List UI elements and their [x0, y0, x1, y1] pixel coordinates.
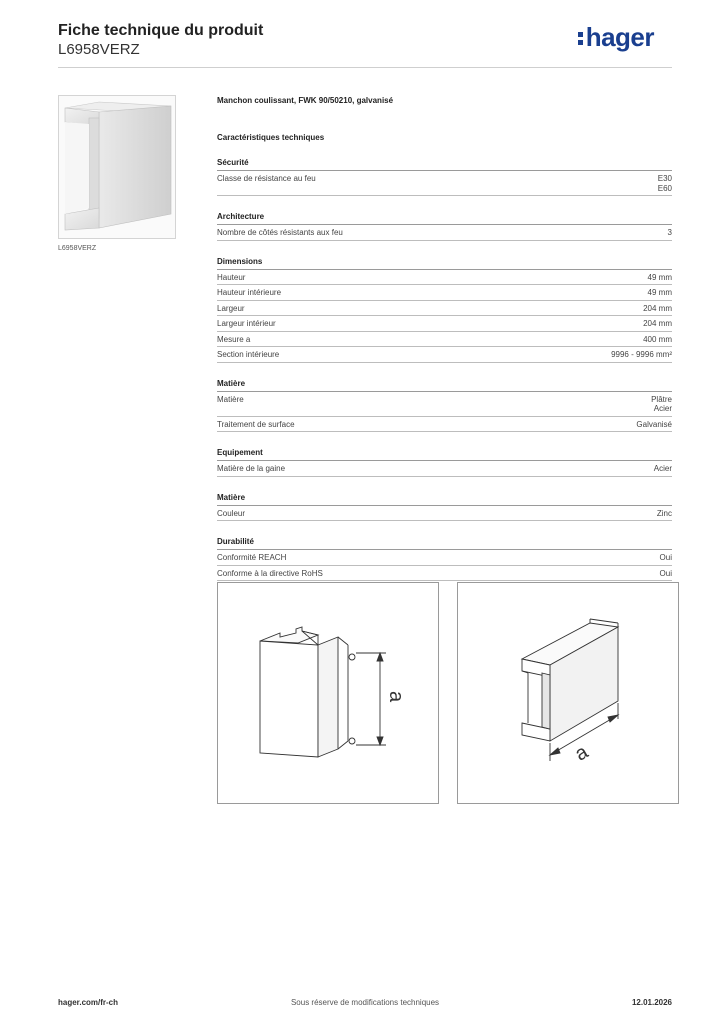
spec-row	[217, 225, 672, 241]
spec-value	[643, 335, 672, 345]
spec-row	[217, 171, 672, 196]
spec-value-line: 400 mm	[643, 334, 672, 344]
spec-row	[217, 417, 672, 433]
spec-label: Matière de la gaine	[217, 464, 286, 473]
spec-value-line: Zinc	[656, 508, 672, 518]
spec-value-line: 49 mm	[647, 272, 672, 282]
illustration-iso-view	[457, 582, 679, 804]
dimension-a-label-front: a	[385, 691, 407, 703]
product-code: L6958VERZ	[58, 41, 140, 58]
spec-value	[643, 319, 672, 329]
spec-label: Largeur intérieur	[217, 319, 276, 328]
spec-groups	[217, 158, 672, 581]
spec-value-line: 204 mm	[643, 303, 672, 313]
spec-value	[636, 420, 672, 430]
spec-label: Nombre de côtés résistants aux feu	[217, 228, 343, 237]
dimension-a-label-iso: a	[571, 740, 592, 766]
spec-value-line: Galvanisé	[636, 419, 672, 429]
spec-group	[217, 379, 672, 433]
page-title: Fiche technique du produit	[58, 22, 264, 39]
spec-value	[654, 464, 672, 474]
spec-group-title: Durabilité	[217, 537, 672, 550]
spec-value	[657, 509, 672, 519]
spec-value-line: 204 mm	[643, 319, 672, 328]
illustration-front-view	[217, 582, 439, 804]
spec-value	[643, 304, 672, 314]
sleeve-iso-drawing-icon	[458, 583, 678, 803]
spec-value-line: Acier	[653, 464, 672, 473]
spec-label: Hauteur	[217, 272, 246, 282]
footer-url: hager.com/fr-ch	[58, 998, 119, 1007]
product-photo-icon	[59, 96, 175, 238]
logo-dots-icon	[578, 27, 584, 47]
spec-value	[651, 395, 672, 414]
spec-row	[217, 506, 672, 522]
spec-group	[217, 537, 672, 581]
spec-label: Matière	[217, 394, 244, 404]
spec-value-line: Acier	[653, 404, 672, 413]
spec-group-title: Sécurité	[217, 158, 672, 171]
spec-value-line: E30	[657, 174, 672, 183]
tech-characteristics-heading: Caractéristiques techniques	[217, 133, 325, 142]
spec-row	[217, 285, 672, 301]
spec-group-title: Dimensions	[217, 257, 672, 270]
page-header	[58, 22, 672, 68]
spec-row	[217, 347, 672, 363]
footer-date: 12.01.2026	[631, 998, 672, 1007]
spec-value-line: Oui	[659, 553, 672, 562]
spec-value-line: Plâtre	[651, 394, 672, 404]
sleeve-front-drawing-icon	[218, 583, 438, 803]
spec-value	[668, 228, 672, 238]
spec-row	[217, 270, 672, 286]
spec-group	[217, 257, 672, 363]
spec-value-line: 3	[667, 228, 672, 237]
footer-note: Sous réserve de modifications techniques	[290, 998, 440, 1007]
spec-group	[217, 212, 672, 241]
spec-value	[648, 288, 672, 298]
spec-value-line: 49 mm	[647, 288, 672, 297]
spec-label: Largeur	[217, 303, 245, 313]
spec-label: Section intérieure	[217, 350, 280, 359]
spec-label: Mesure a	[217, 334, 251, 344]
spec-row	[217, 316, 672, 332]
spec-row	[217, 461, 672, 477]
spec-group-title: Matière	[217, 493, 672, 506]
spec-group	[217, 493, 672, 522]
product-description: Manchon coulissant, FWK 90/50210, galvanisé	[217, 96, 394, 105]
spec-group-title: Architecture	[217, 212, 672, 225]
spec-value	[660, 553, 672, 563]
spec-group	[217, 158, 672, 196]
product-photo-caption: L6958VERZ	[58, 245, 97, 252]
spec-value-line: Oui	[659, 568, 672, 578]
brand-name: hager	[585, 22, 654, 52]
spec-value	[648, 273, 672, 283]
product-photo	[58, 95, 176, 239]
spec-value	[658, 174, 672, 193]
spec-row	[217, 332, 672, 348]
spec-row	[217, 550, 672, 566]
spec-group	[217, 448, 672, 477]
spec-row	[217, 392, 672, 417]
spec-group-title: Equipement	[217, 448, 672, 461]
spec-group-title: Matière	[217, 379, 672, 392]
spec-value	[611, 350, 672, 360]
brand-logo	[578, 22, 654, 53]
spec-label: Conforme à la directive RoHS	[217, 568, 323, 578]
spec-value-line: 9996 - 9996 mm²	[611, 350, 672, 359]
spec-label: Couleur	[217, 508, 246, 518]
specifications	[217, 96, 672, 612]
spec-value	[660, 569, 672, 579]
spec-label: Hauteur intérieure	[217, 288, 282, 297]
spec-row	[217, 566, 672, 582]
spec-value-line: E60	[657, 183, 672, 193]
spec-label: Classe de résistance au feu	[217, 174, 316, 183]
spec-row	[217, 301, 672, 317]
spec-label: Conformité REACH	[217, 553, 287, 562]
spec-label: Traitement de surface	[217, 419, 295, 429]
